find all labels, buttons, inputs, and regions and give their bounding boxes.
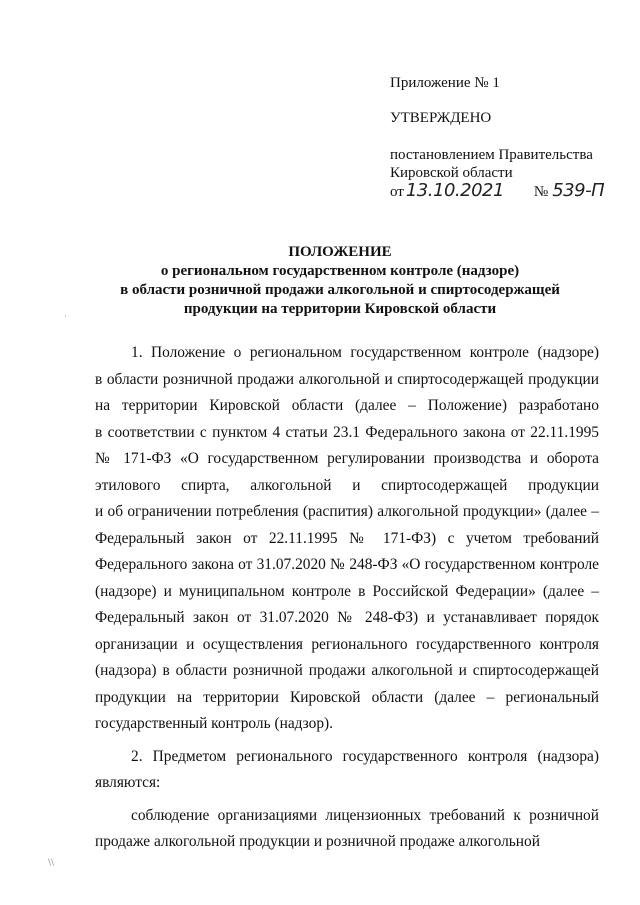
annex-label: Приложение № 1 — [390, 75, 500, 91]
body-line: продаже алкогольной продукции и розничной продаже алкогольной — [95, 833, 540, 850]
title-sub-2: в области розничной продажи алкогольной и спиртосодержащей — [120, 282, 560, 298]
scan-speck: \\ — [48, 858, 55, 868]
approved-label: УТВЕРЖДЕНО — [390, 110, 492, 126]
body-line: государственный контроль (надзор). — [95, 715, 334, 732]
body-line: являются: — [95, 774, 161, 791]
date-prefix: от — [390, 184, 404, 200]
body-line: Федеральный закон от 31.07.2020 № 248-ФЗ) и устанавливает порядок — [95, 609, 599, 626]
body-line: в области розничной продажи алкогольной и спиртосодержащей продукции — [95, 370, 599, 388]
approval-date-line — [390, 182, 630, 201]
paragraph-1 — [95, 340, 599, 738]
paragraph-2 — [95, 744, 599, 797]
approval-line-2: Кировской области — [390, 165, 513, 181]
scan-speck: · — [64, 312, 67, 322]
title-sub-1: о региональном государственном контроле (надзоре) — [160, 263, 520, 279]
body-line: Федеральный закон от 22.11.1995 № 171-ФЗ) с учетом требований — [95, 529, 599, 547]
approval-stamp-block — [390, 74, 630, 201]
handwritten-date: 13.10.2021 — [405, 180, 504, 201]
body-line: Федерального закона от 31.07.2020 № 248-ФЗ «О государственном контроле — [95, 556, 599, 573]
body-line: продукции на территории Кировской области (далее – региональный — [95, 688, 599, 706]
paragraph-3 — [95, 803, 599, 856]
body-line: 1. Положение о региональном государственном контроле (надзоре) — [131, 344, 599, 361]
body-line: (надзора) в области розничной продажи алкогольной и спиртосодержащей — [95, 662, 599, 679]
body-line: и об ограничении потребления (распития) алкогольной продукции» (далее – — [95, 503, 599, 520]
body-line: (надзоре) и муниципальном контроле в Российской Федерации» (далее – — [95, 582, 599, 600]
number-prefix: № — [533, 184, 549, 200]
body-line: организации и осуществления регионального государственного контроля — [95, 635, 599, 653]
body-line: 2. Предметом регионального государственного контроля (надзора) — [131, 747, 599, 765]
document-title — [70, 243, 610, 319]
body-line: в соответствии с пунктом 4 статьи 23.1 Федерального закона от 22.11.1995 — [95, 423, 599, 441]
body-line: соблюдение организациями лицензионных требований к розничной — [131, 806, 599, 824]
body-line: на территории Кировской области (далее – Положение) разработано — [95, 397, 599, 414]
handwritten-number: 539-П — [552, 180, 605, 201]
approval-line-1: постановлением Правительства — [390, 147, 593, 163]
document-body — [95, 340, 599, 856]
body-line: № 171-ФЗ «О государственном регулировании производства и оборота — [95, 450, 599, 467]
body-line: этилового спирта, алкогольной и спиртосодержащей продукции — [95, 476, 599, 494]
title-main: ПОЛОЖЕНИЕ — [288, 244, 392, 260]
title-sub-3: продукции на территории Кировской области — [183, 301, 497, 317]
